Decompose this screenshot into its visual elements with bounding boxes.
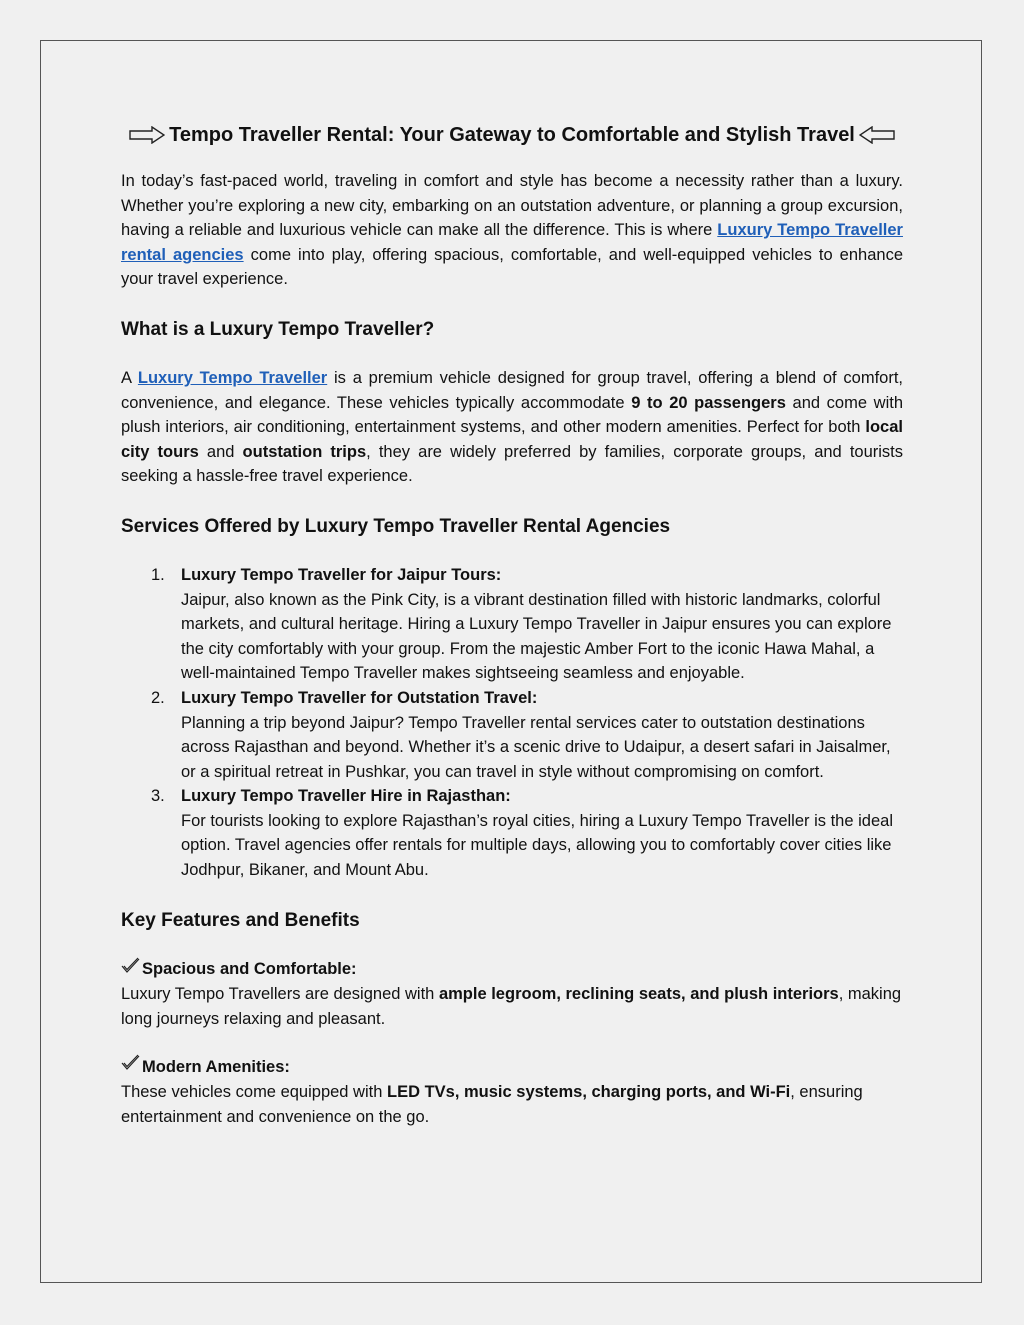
services-list (121, 563, 903, 883)
list-item (151, 563, 903, 686)
intro-paragraph (121, 169, 903, 292)
text-fragment: Luxury Tempo Travellers are designed with (121, 985, 439, 1004)
text-fragment: and (198, 442, 243, 461)
feature-title: Modern Amenities: (142, 1057, 290, 1076)
bold-local-city-tours: local city tours (121, 418, 903, 461)
section-heading-features: Key Features and Benefits (121, 909, 360, 931)
text-fragment: , they are widely preferred by families, corporate groups, and tourists seeking a hassle-free travel experience. (121, 442, 904, 486)
list-number: 2. (151, 688, 165, 707)
list-item-title: Luxury Tempo Traveller Hire in Rajasthan: (181, 787, 511, 806)
list-item-title: Luxury Tempo Traveller for Jaipur Tours: (181, 565, 502, 584)
bold-outstation-trips: outstation trips (242, 442, 367, 461)
feature-text (121, 982, 903, 1031)
what-is-paragraph (121, 366, 903, 489)
intro-text-end: come into play, offering spacious, comfortable, and well-equipped vehicles to enhance your travel experience. (121, 245, 903, 289)
feature-heading (121, 957, 903, 983)
text-fragment: and come with plush interiors, air conditioning, entertainment systems, and other modern amenities. Perfect for both (121, 393, 904, 437)
section-heading-what-is: What is a Luxury Tempo Traveller? (121, 318, 435, 340)
rental-agencies-link[interactable]: Luxury Tempo Traveller rental agencies (121, 221, 903, 264)
intro-text-start: In today’s fast-paced world, traveling in comfort and style has become a necessity rather than a luxury. Whether you’re exploring a new city, embarking on an outstation adventure, or planning a group excursion, having a reliable and luxurious vehicle can make all the difference. This is where (121, 172, 903, 240)
right-arrow-icon (129, 126, 165, 144)
feature-title: Spacious and Comfortable: (142, 960, 357, 979)
page-title: Tempo Traveller Rental: Your Gateway to Comfortable and Stylish Travel (169, 124, 855, 146)
page-title-row (91, 119, 933, 151)
feature-heading (121, 1054, 903, 1080)
list-item (151, 784, 903, 882)
text-fragment: is a premium vehicle designed for group travel, offering a blend of comfort, convenience, and elegance. These vehicles typically accommodate (121, 368, 904, 412)
checkmark-icon (121, 957, 142, 983)
left-arrow-icon (859, 126, 895, 144)
text-fragment: , ensuring entertainment and convenience on the go. (121, 1083, 863, 1126)
list-number: 3. (151, 787, 165, 806)
feature-highlight: LED TVs, music systems, charging ports, and Wi-Fi (386, 1083, 791, 1102)
document-content (121, 119, 903, 1129)
list-item (151, 686, 903, 784)
feature-highlight: ample legroom, reclining seats, and plush interiors (438, 985, 839, 1004)
section-heading-services: Services Offered by Luxury Tempo Traveller Rental Agencies (121, 515, 671, 537)
text-fragment: , making long journeys relaxing and pleasant. (121, 985, 902, 1028)
list-number: 1. (151, 565, 165, 584)
checkmark-icon (121, 1054, 142, 1080)
luxury-tempo-traveller-link[interactable]: Luxury Tempo Traveller (137, 368, 328, 387)
text-fragment: A (121, 368, 138, 387)
list-item-title: Luxury Tempo Traveller for Outstation Travel: (181, 688, 538, 707)
list-item-text: Jaipur, also known as the Pink City, is a vibrant destination filled with historic landmarks, colorful markets, and cultural heritage. Hiring a Luxury Tempo Traveller in Jaipur ensures you can explore the city comfortably with your group. From the majestic Amber Fort to the iconic Hawa Mahal, a well-maintained Tempo Traveller makes sightseeing seamless and enjoyable. (181, 590, 892, 683)
passenger-capacity: 9 to 20 passengers (631, 393, 786, 412)
document-page (40, 40, 982, 1283)
list-item-text: For tourists looking to explore Rajasthan’s royal cities, hiring a Luxury Tempo Traveller is the ideal option. Travel agencies offer rentals for multiple days, allowing you to comfortably cover cities like Jodhpur, Bikaner, and Mount Abu. (181, 811, 893, 880)
text-fragment: These vehicles come equipped with (121, 1083, 387, 1102)
feature-block (121, 1054, 903, 1129)
list-item-text: Planning a trip beyond Jaipur? Tempo Traveller rental services cater to outstation destinations across Rajasthan and beyond. Whether it’s a scenic drive to Udaipur, a desert safari in Jaisalmer, or a spiritual retreat in Pushkar, you can travel in style without compromising on comfort. (181, 713, 891, 781)
feature-text (121, 1080, 903, 1129)
feature-block (121, 957, 903, 1032)
